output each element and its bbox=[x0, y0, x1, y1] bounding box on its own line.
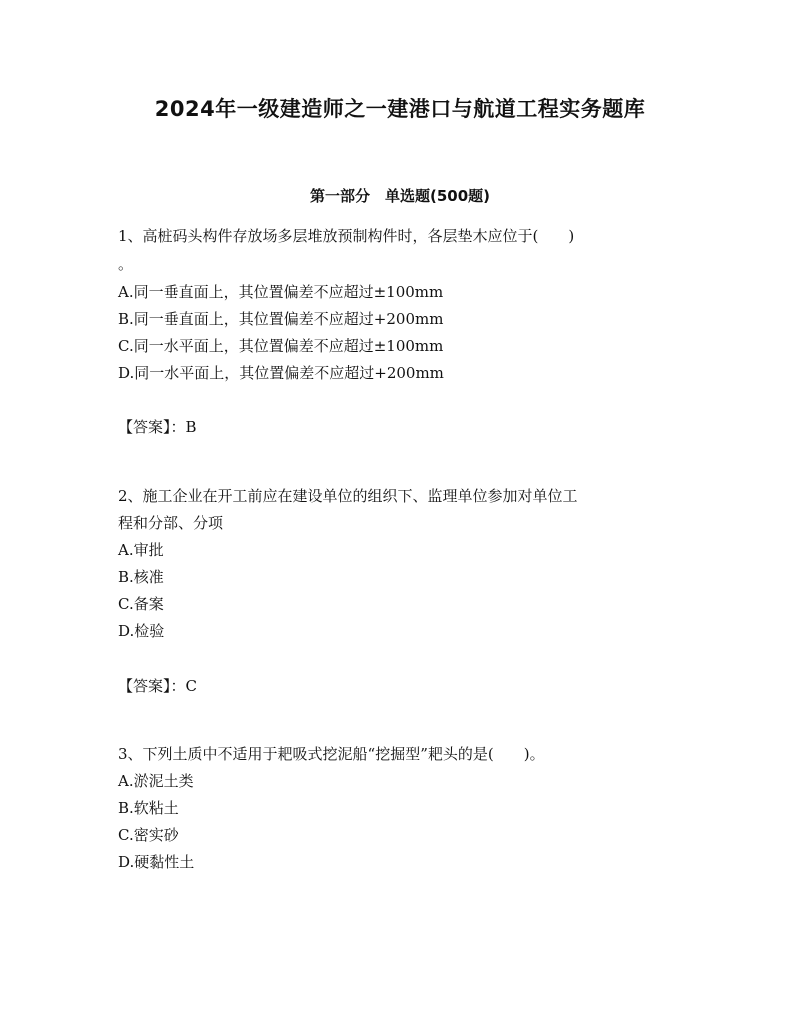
section-heading: 第一部分 单选题(500题) bbox=[309, 187, 491, 205]
question-3-option-d: D.硬黏性土 bbox=[118, 853, 195, 871]
question-2-option-b: B.核准 bbox=[118, 568, 164, 586]
question-1-option-b: B.同一垂直面上，其位置偏差不应超过+200mm bbox=[118, 310, 444, 328]
question-3-option-c: C.密实砂 bbox=[118, 826, 179, 844]
question-3-option-b: B.软粘土 bbox=[118, 799, 179, 817]
question-1-stem: 1、高桩码头构件存放场多层堆放预制构件时，各层垫木应位于( ) bbox=[118, 227, 575, 245]
question-2-answer: 【答案】：C bbox=[118, 677, 197, 695]
question-2-stem: 2、施工企业在开工前应在建设单位的组织下、监理单位参加对单位工 bbox=[118, 487, 578, 505]
question-2-option-c: C.备案 bbox=[118, 595, 164, 613]
page-title: 2024年一级建造师之一建港口与航道工程实务题库 bbox=[154, 97, 646, 121]
question-3-option-a: A.淤泥土类 bbox=[118, 772, 194, 790]
question-1-option-c: C.同一水平面上，其位置偏差不应超过±100mm bbox=[118, 337, 444, 355]
question-1-option-d: D.同一水平面上，其位置偏差不应超过+200mm bbox=[118, 364, 444, 382]
question-1-option-a: A.同一垂直面上，其位置偏差不应超过±100mm bbox=[118, 283, 444, 301]
question-2-option-d: D.检验 bbox=[118, 622, 165, 640]
question-3-stem: 3、下列土质中不适用于耙吸式挖泥船“挖掘型”耙头的是( )。 bbox=[118, 745, 545, 763]
question-2-option-a: A.审批 bbox=[118, 541, 164, 559]
question-1-answer: 【答案】：B bbox=[118, 418, 197, 436]
question-2-stem-cont: 程和分部、分项 bbox=[118, 514, 224, 532]
question-1-stem-cont: 。 bbox=[118, 255, 134, 273]
